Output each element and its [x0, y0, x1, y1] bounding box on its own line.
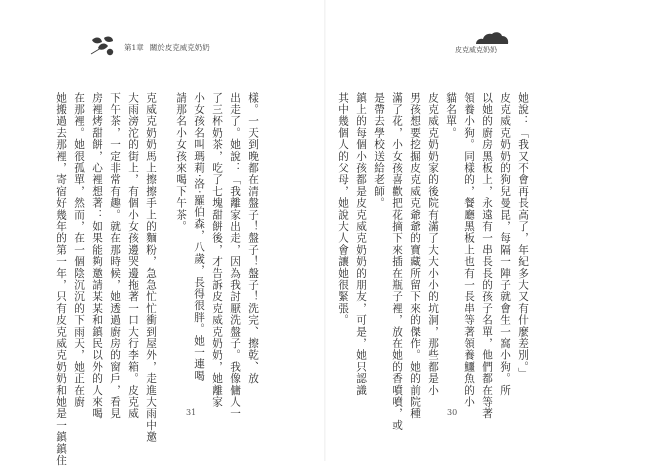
- text-column: 她說：「我又不會再長高了，年紀多大又有什麼差別。」: [517, 92, 529, 380]
- text-column: 其中幾個人的父母，她說大人會讓她很緊張。: [337, 92, 349, 326]
- text-column: 鎮上的每個小孩都是皮克威克奶奶的朋友，可是，她只認識: [355, 92, 367, 397]
- left-header-title: 關於皮克威克奶奶: [149, 42, 210, 52]
- right-page-number: 30: [447, 408, 458, 417]
- text-column: 克威克奶奶馬上擦擦手上的麵粉，急急忙忙衝到屋外，走進大雨中邀: [145, 92, 157, 443]
- text-column: 以她的廚房黑板上，永遠有一串長長的孩子名單，他們都在等著: [481, 92, 493, 420]
- text-column: 出走了。她說：「我離家出走，因為我討厭洗盤子。我像傭人一: [229, 92, 241, 420]
- left-page-header: [88, 36, 210, 58]
- text-column: 男孩想要挖掘皮克威克爺爺的寶藏所留下來的傑作。她的前院種: [409, 92, 421, 420]
- text-column: 她搬過去那裡，寄宿好幾年的第一年，只有皮克威克奶奶和她是一鎮鎮住: [55, 92, 67, 466]
- text-column: 皮克威克奶奶家的後院有滿了大大小小的坑洞，那些都是小: [427, 92, 439, 397]
- text-column: 樣。一天到晚都在清盤子！盤子！盤子！洗完、擦乾、放: [247, 92, 259, 385]
- leaf-ornament-icon: [88, 34, 118, 60]
- book-gutter: [324, 0, 326, 461]
- text-column: 皮克威克奶奶的狗兒曼昆，每隔一陣子就會生一窩小狗。所: [499, 92, 511, 397]
- text-column: 領養小狗。同樣的，餐廳黑板上也有一長串等著領養鱷魚的小: [463, 92, 475, 408]
- text-column: 滿了花，小女孩喜歡把花摘下來插在瓶子裡，放在她的香噴噴，或: [391, 92, 403, 432]
- cloud-ornament-icon: [474, 30, 510, 46]
- text-column: 了三杯奶茶，吃了七塊甜餅後，才告訴皮克威克奶奶，她離家: [211, 92, 223, 408]
- text-column: 大雨滂沱的街上，有個小女孩邊哭邊拖著一口大行李箱。皮克威: [127, 92, 139, 420]
- text-column: 在那裡。她很孤單，然而，在一個陰沉沉的下雨天，她正在廚: [73, 92, 85, 408]
- text-column: 是帶去學校送給老師。: [373, 92, 385, 209]
- text-column: 小女孩名叫瑪莉‧洛‧羅伯森，八歲，長得很胖。她一連喝: [193, 92, 205, 382]
- text-column: 房裡烤甜餅，心裡想著：如果能夠邀請某某和鎮民以外的人來喝: [91, 92, 103, 420]
- text-column: 貓名單。: [445, 92, 457, 139]
- left-header-chapter: 第1章: [124, 42, 144, 52]
- text-column: 請那名小女孩來喝下午茶。: [175, 92, 187, 233]
- text-column: 下午茶，一定非常有趣。就在那時候，她透過廚房的窗戶，看見: [109, 92, 121, 420]
- left-page-number: 31: [186, 408, 197, 417]
- right-header-title: 皮克威克奶奶: [455, 46, 497, 54]
